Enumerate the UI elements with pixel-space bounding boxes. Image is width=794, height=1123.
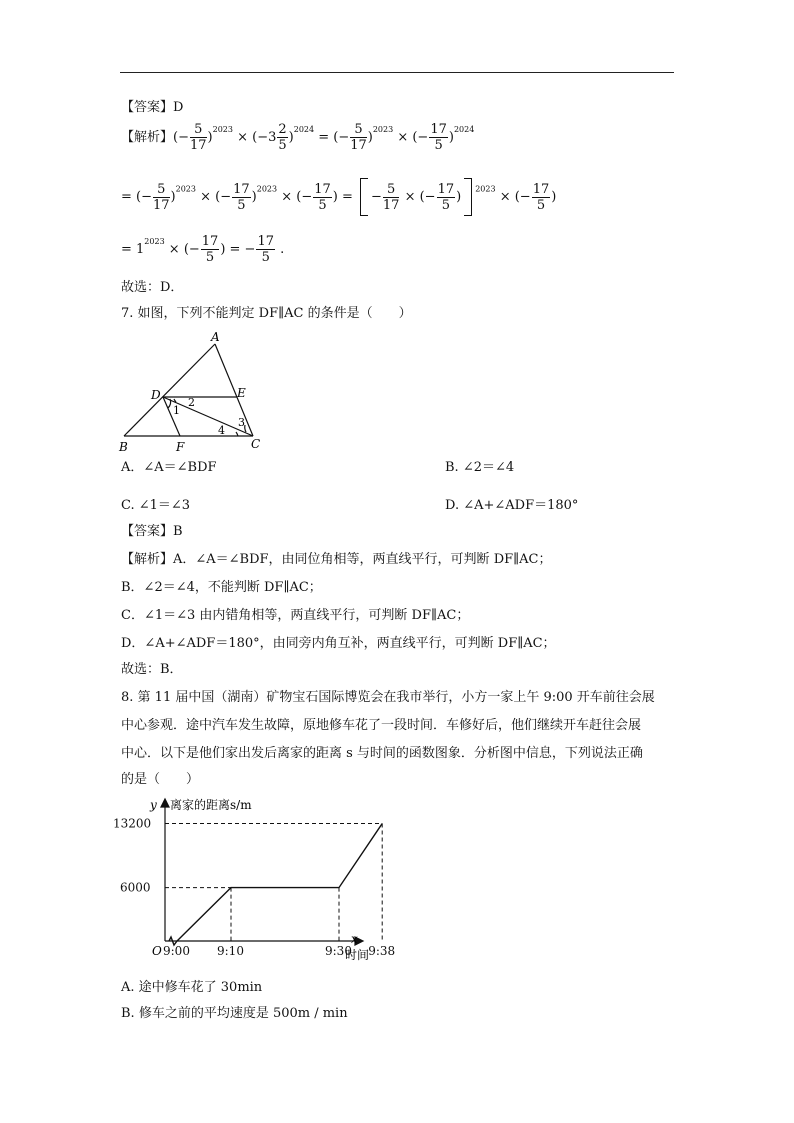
q7-analysis-line-1: 【解析】A．∠A＝∠BDF，由同位角相等，两直线平行，可判断 DF∥AC； bbox=[121, 552, 552, 567]
label-C: C bbox=[251, 437, 261, 451]
y-axis-letter: y bbox=[150, 798, 157, 812]
y-tick-label: 13200 bbox=[113, 816, 152, 831]
q6-analysis-line-2: = (− $\frac{5}{17}$ )$^{2023}$ × (− $\frac{17}{5}$ )$^{2023}$ × (− $\frac{17}{5}$ ) = − $\frac{5}{17}$ × (− $\frac{17}{5}$ )$^{2023}$ × (− $\frac{17}{5}$ ) bbox=[121, 178, 556, 216]
label-angle-2: 2 bbox=[188, 396, 195, 409]
label-D: D bbox=[151, 388, 161, 402]
x-tick-label: 9:10 bbox=[217, 944, 244, 958]
y-axis-arrow bbox=[161, 799, 169, 807]
chart-series bbox=[169, 824, 382, 945]
x-tick-label: 9:38 bbox=[368, 944, 396, 958]
label-E: E bbox=[237, 386, 246, 400]
x-tick-label: 9:00 bbox=[163, 944, 190, 958]
q7-option-d: D. ∠A+∠ADF＝180° bbox=[445, 498, 579, 513]
chart-guides bbox=[165, 824, 382, 941]
q8-option-a: A. 途中修车花了 30min bbox=[121, 980, 263, 995]
x-axis-letter: x bbox=[351, 932, 358, 946]
q7-analysis-line-2: B．∠2＝∠4，不能判断 DF∥AC； bbox=[121, 580, 322, 595]
q7-option-c: C. ∠1＝∠3 bbox=[121, 498, 191, 513]
header-rule bbox=[120, 72, 674, 73]
q6-analysis-line-1: 【解析】(− $\frac{5}{17}$ )$^{2023}$ × (−3 $\frac{2}{5}$ )$^{2024}$ = (− $\frac{5}{17}$ )$^{2023}$ × (− $\frac{17}{5}$ )$^{2024}$ bbox=[121, 122, 475, 153]
label-A: A bbox=[211, 330, 220, 344]
q7-option-b: B. ∠2＝∠4 bbox=[445, 460, 515, 475]
q7-analysis-line-4: D．∠A+∠ADF＝180°，由同旁内角互补，两直线平行，可判断 DF∥AC； bbox=[121, 636, 556, 651]
q7-stem: 7. 如图，下列不能判定 DF∥AC 的条件是（ ） bbox=[121, 306, 412, 321]
q8-stem-line-3: 中心．以下是他们家出发后离家的距离 s 与时间的函数图象．分析图中信息，下列说法正确 bbox=[121, 746, 643, 761]
q6-analysis-line-3: = $1^{2023}$ × (− $\frac{17}{5}$ ) = − $\frac{17}{5}$ . bbox=[121, 234, 285, 265]
q7-triangle-figure bbox=[110, 330, 285, 455]
x-tick-label: 9:30 bbox=[325, 944, 352, 958]
q8-stem-line-2: 中心参观．途中汽车发生故障，原地修车花了一段时间．车修好后，他们继续开车赶往会展 bbox=[121, 718, 642, 733]
y-axis-label: 离家的距离s/m bbox=[170, 798, 252, 812]
chart-axes bbox=[161, 799, 363, 945]
y-tick-label: 6000 bbox=[120, 880, 151, 895]
label-angle-3: 3 bbox=[238, 416, 245, 429]
label-F: F bbox=[176, 440, 185, 454]
distance-series-line bbox=[177, 824, 382, 941]
label-B: B bbox=[119, 440, 128, 454]
q7-analysis-line-3: C．∠1＝∠3 由内错角相等，两直线平行，可判断 DF∥AC； bbox=[121, 608, 470, 623]
x-axis-label: 时间 bbox=[345, 948, 370, 962]
q6-conclusion: 故选：D． bbox=[121, 280, 184, 295]
label-angle-4: 4 bbox=[218, 424, 225, 437]
q8-stem-line-4: 的是（ ） bbox=[121, 772, 200, 787]
q8-option-b: B. 修车之前的平均速度是 500m / min bbox=[121, 1006, 348, 1021]
q7-option-a: A．∠A＝∠BDF bbox=[121, 460, 217, 475]
q7-answer: 【答案】B bbox=[121, 524, 183, 539]
q8-distance-time-chart bbox=[110, 795, 396, 970]
q6-answer: 【答案】D bbox=[121, 100, 184, 115]
q8-stem-line-1: 8. 第 11 届中国（湖南）矿物宝石国际博览会在我市举行，小方一家上午 9:00 开车前往会展 bbox=[121, 690, 655, 705]
origin-label: O bbox=[152, 944, 162, 958]
label-angle-1: 1 bbox=[173, 404, 180, 417]
q7-conclusion: 故选：B． bbox=[121, 662, 183, 677]
